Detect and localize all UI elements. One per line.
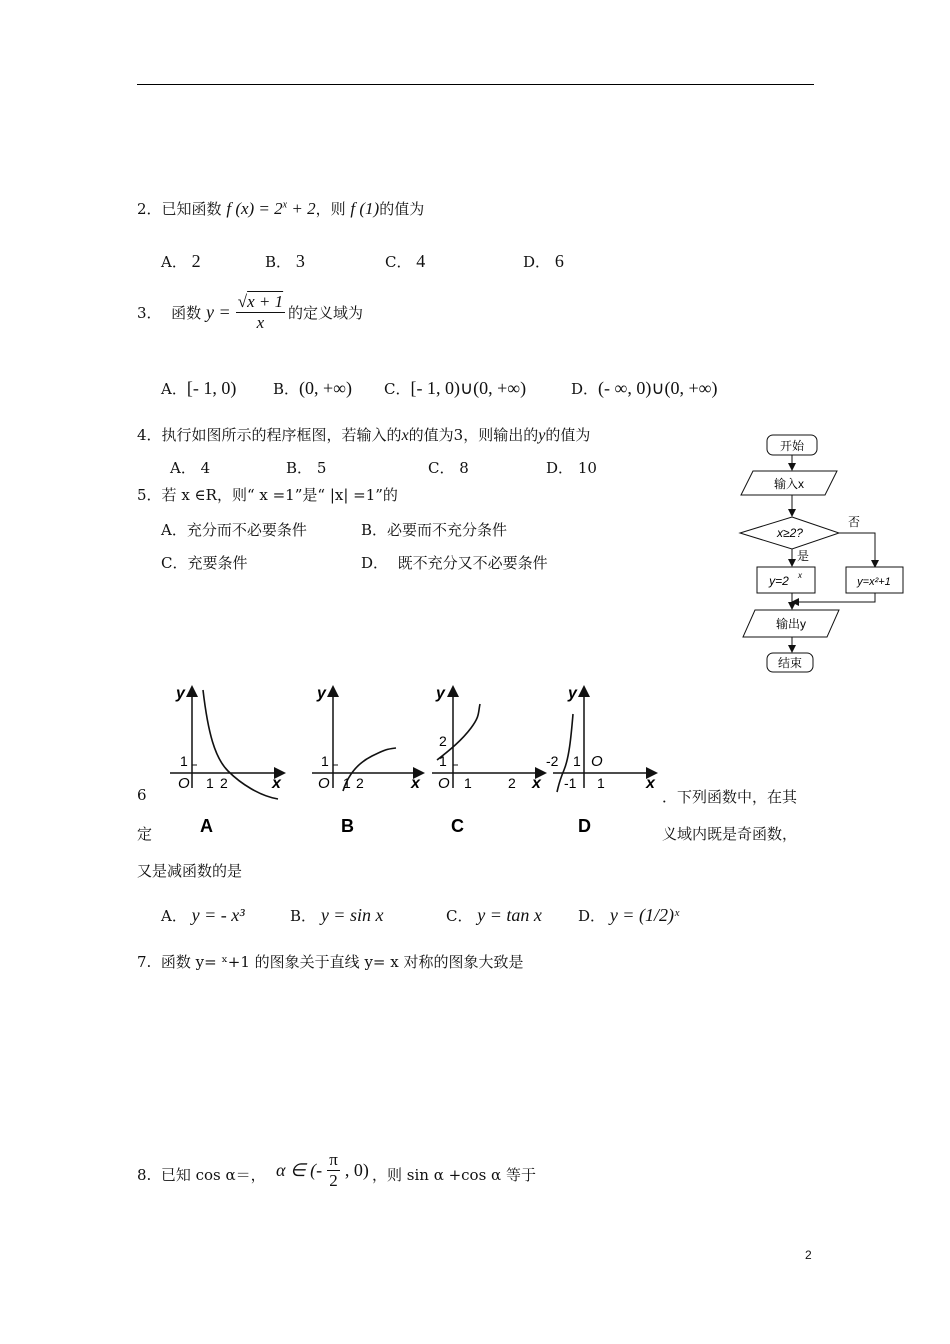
q3-option-d[interactable]: D．(- ∞, 0)∪(0, +∞)	[571, 378, 718, 398]
q4-option-a[interactable]: A． 4	[170, 459, 211, 477]
page-number: 2	[805, 1248, 812, 1262]
graph-c-curve	[437, 704, 480, 760]
q6-option-b[interactable]: B． y = sin x	[290, 905, 384, 925]
graph-b-label: B	[341, 816, 354, 836]
flow-no-label: 否	[848, 515, 861, 529]
q4-option-c[interactable]: C． 8	[428, 459, 469, 477]
graph-c-tick-y1: 1	[439, 753, 447, 769]
q6-option-c[interactable]: C． y = tan x	[446, 905, 542, 925]
q8-stem-a: 8. 已知 cos α＝，	[137, 1166, 266, 1184]
graph-a-label: A	[200, 816, 213, 836]
graph-c-tick-y2: 2	[439, 733, 447, 749]
header-rule	[137, 84, 814, 85]
graph-c-tick-x2: 2	[508, 775, 516, 791]
q6-option-d[interactable]: D． y = (1/2)ˣ	[578, 905, 680, 925]
q6-number: 6	[137, 786, 147, 804]
graph-a-origin: O	[178, 775, 190, 792]
q3-option-c[interactable]: C．[- 1, 0)∪(0, +∞)	[384, 378, 527, 398]
q3-option-a[interactable]: A．[- 1, 0)	[161, 378, 237, 398]
q3-stem-post: 的定义域为	[288, 304, 364, 322]
graph-c-y-label: y	[436, 685, 445, 702]
graph-b-tick-y1: 1	[321, 753, 329, 769]
q4-option-d[interactable]: D． 10	[546, 459, 597, 477]
q5-option-a[interactable]: A．充分而不必要条件	[161, 521, 307, 539]
graph-d	[546, 685, 656, 836]
q6-text-right: ．下列函数中，在其	[662, 788, 798, 806]
flow-yes-label: 是	[797, 549, 810, 563]
q3-number: 3． 函数	[137, 304, 202, 322]
graph-b-tick-x1: 1	[343, 775, 351, 791]
graph-b-curve	[343, 748, 396, 791]
graph-c-origin: O	[438, 775, 450, 792]
q6-left-char: 定	[137, 825, 153, 843]
graph-d-tick-ym1: -1	[564, 775, 577, 791]
question-5-stem: 5．若 x ∈R，则“ x =1”是“ |x| =1”的	[137, 486, 398, 504]
graph-b-tick-x2: 2	[356, 775, 364, 791]
graph-a-curve	[203, 690, 278, 799]
graph-c-x-label: x	[532, 775, 541, 792]
flow-condition-text: x≥2?	[777, 526, 803, 540]
q3-option-b[interactable]: B．(0, +∞)	[273, 378, 353, 398]
graph-d-y-label: y	[568, 685, 577, 702]
q4-option-b[interactable]: B． 5	[286, 459, 327, 477]
graph-d-tick-xm2: -2	[546, 753, 559, 769]
program-flowchart	[735, 432, 915, 677]
q6-option-a[interactable]: A． y = - x³	[161, 905, 245, 925]
graph-b-origin: O	[318, 775, 330, 792]
graph-a-y-label: y	[176, 685, 185, 702]
question-4-stem: 4．执行如图所示的程序框图，若输入的x的值为3，则输出的y的值为	[137, 426, 591, 444]
graph-c-label: C	[451, 816, 464, 836]
flow-input-text: 输入x	[773, 477, 805, 491]
flow-start-text: 开始	[779, 439, 805, 453]
flow-left-exp: x	[798, 571, 802, 580]
graph-a-tick-y1: 1	[180, 753, 188, 769]
graph-a-x-label: x	[272, 775, 281, 792]
graph-b-y-label: y	[317, 685, 326, 702]
q2-option-d[interactable]: D． 6	[523, 251, 564, 271]
flow-left-text: y=2	[769, 574, 789, 588]
flow-end-text: 结束	[777, 656, 803, 670]
question-7-stem: 7. 函数 y= ˣ+1 的图象关于直线 y= x 对称的图象大致是	[137, 953, 524, 971]
graph-a-tick-x1: 1	[206, 775, 214, 791]
q6-text-right2: 义域内既是奇函数，	[662, 825, 798, 843]
graph-b-x-label: x	[411, 775, 420, 792]
graph-d-tick-y1: 1	[573, 753, 581, 769]
q3-formula: y = $\frac{√x + 1}{x}$	[206, 292, 284, 332]
flow-right-text: y=x²+1	[857, 576, 891, 588]
graph-d-tick-x1: 1	[597, 775, 605, 791]
graph-d-origin: O	[591, 753, 603, 770]
q2-option-b[interactable]: B． 3	[265, 251, 305, 271]
q8-interval: α ∈ (- $\frac{\pi}{2}$ , 0)	[276, 1150, 369, 1190]
q6-line3: 又是减函数的是	[137, 862, 243, 880]
q2-option-a[interactable]: A． 2	[161, 251, 201, 271]
graph-a-tick-x2: 2	[220, 775, 228, 791]
graph-d-x-label: x	[646, 775, 655, 792]
graph-b	[312, 685, 422, 836]
graph-options-figure	[160, 678, 660, 838]
flow-output-text: 输出y	[775, 617, 807, 631]
graph-d-label: D	[578, 816, 591, 836]
graph-c-tick-x1: 1	[464, 775, 472, 791]
q5-option-b[interactable]: B．必要而不充分条件	[361, 521, 508, 539]
q5-option-d[interactable]: D． 既不充分又不必要条件	[361, 554, 548, 572]
q8-stem-b: ，则 sin α +cos α 等于	[372, 1166, 536, 1184]
q2-option-c[interactable]: C． 4	[385, 251, 426, 271]
question-2-stem: 2．已知函数 f $(x) = 2^x + 2$，则 f (1)的值为	[137, 199, 425, 218]
graph-c	[432, 685, 544, 836]
q5-option-c[interactable]: C．充要条件	[161, 554, 248, 572]
graph-a	[170, 685, 283, 836]
